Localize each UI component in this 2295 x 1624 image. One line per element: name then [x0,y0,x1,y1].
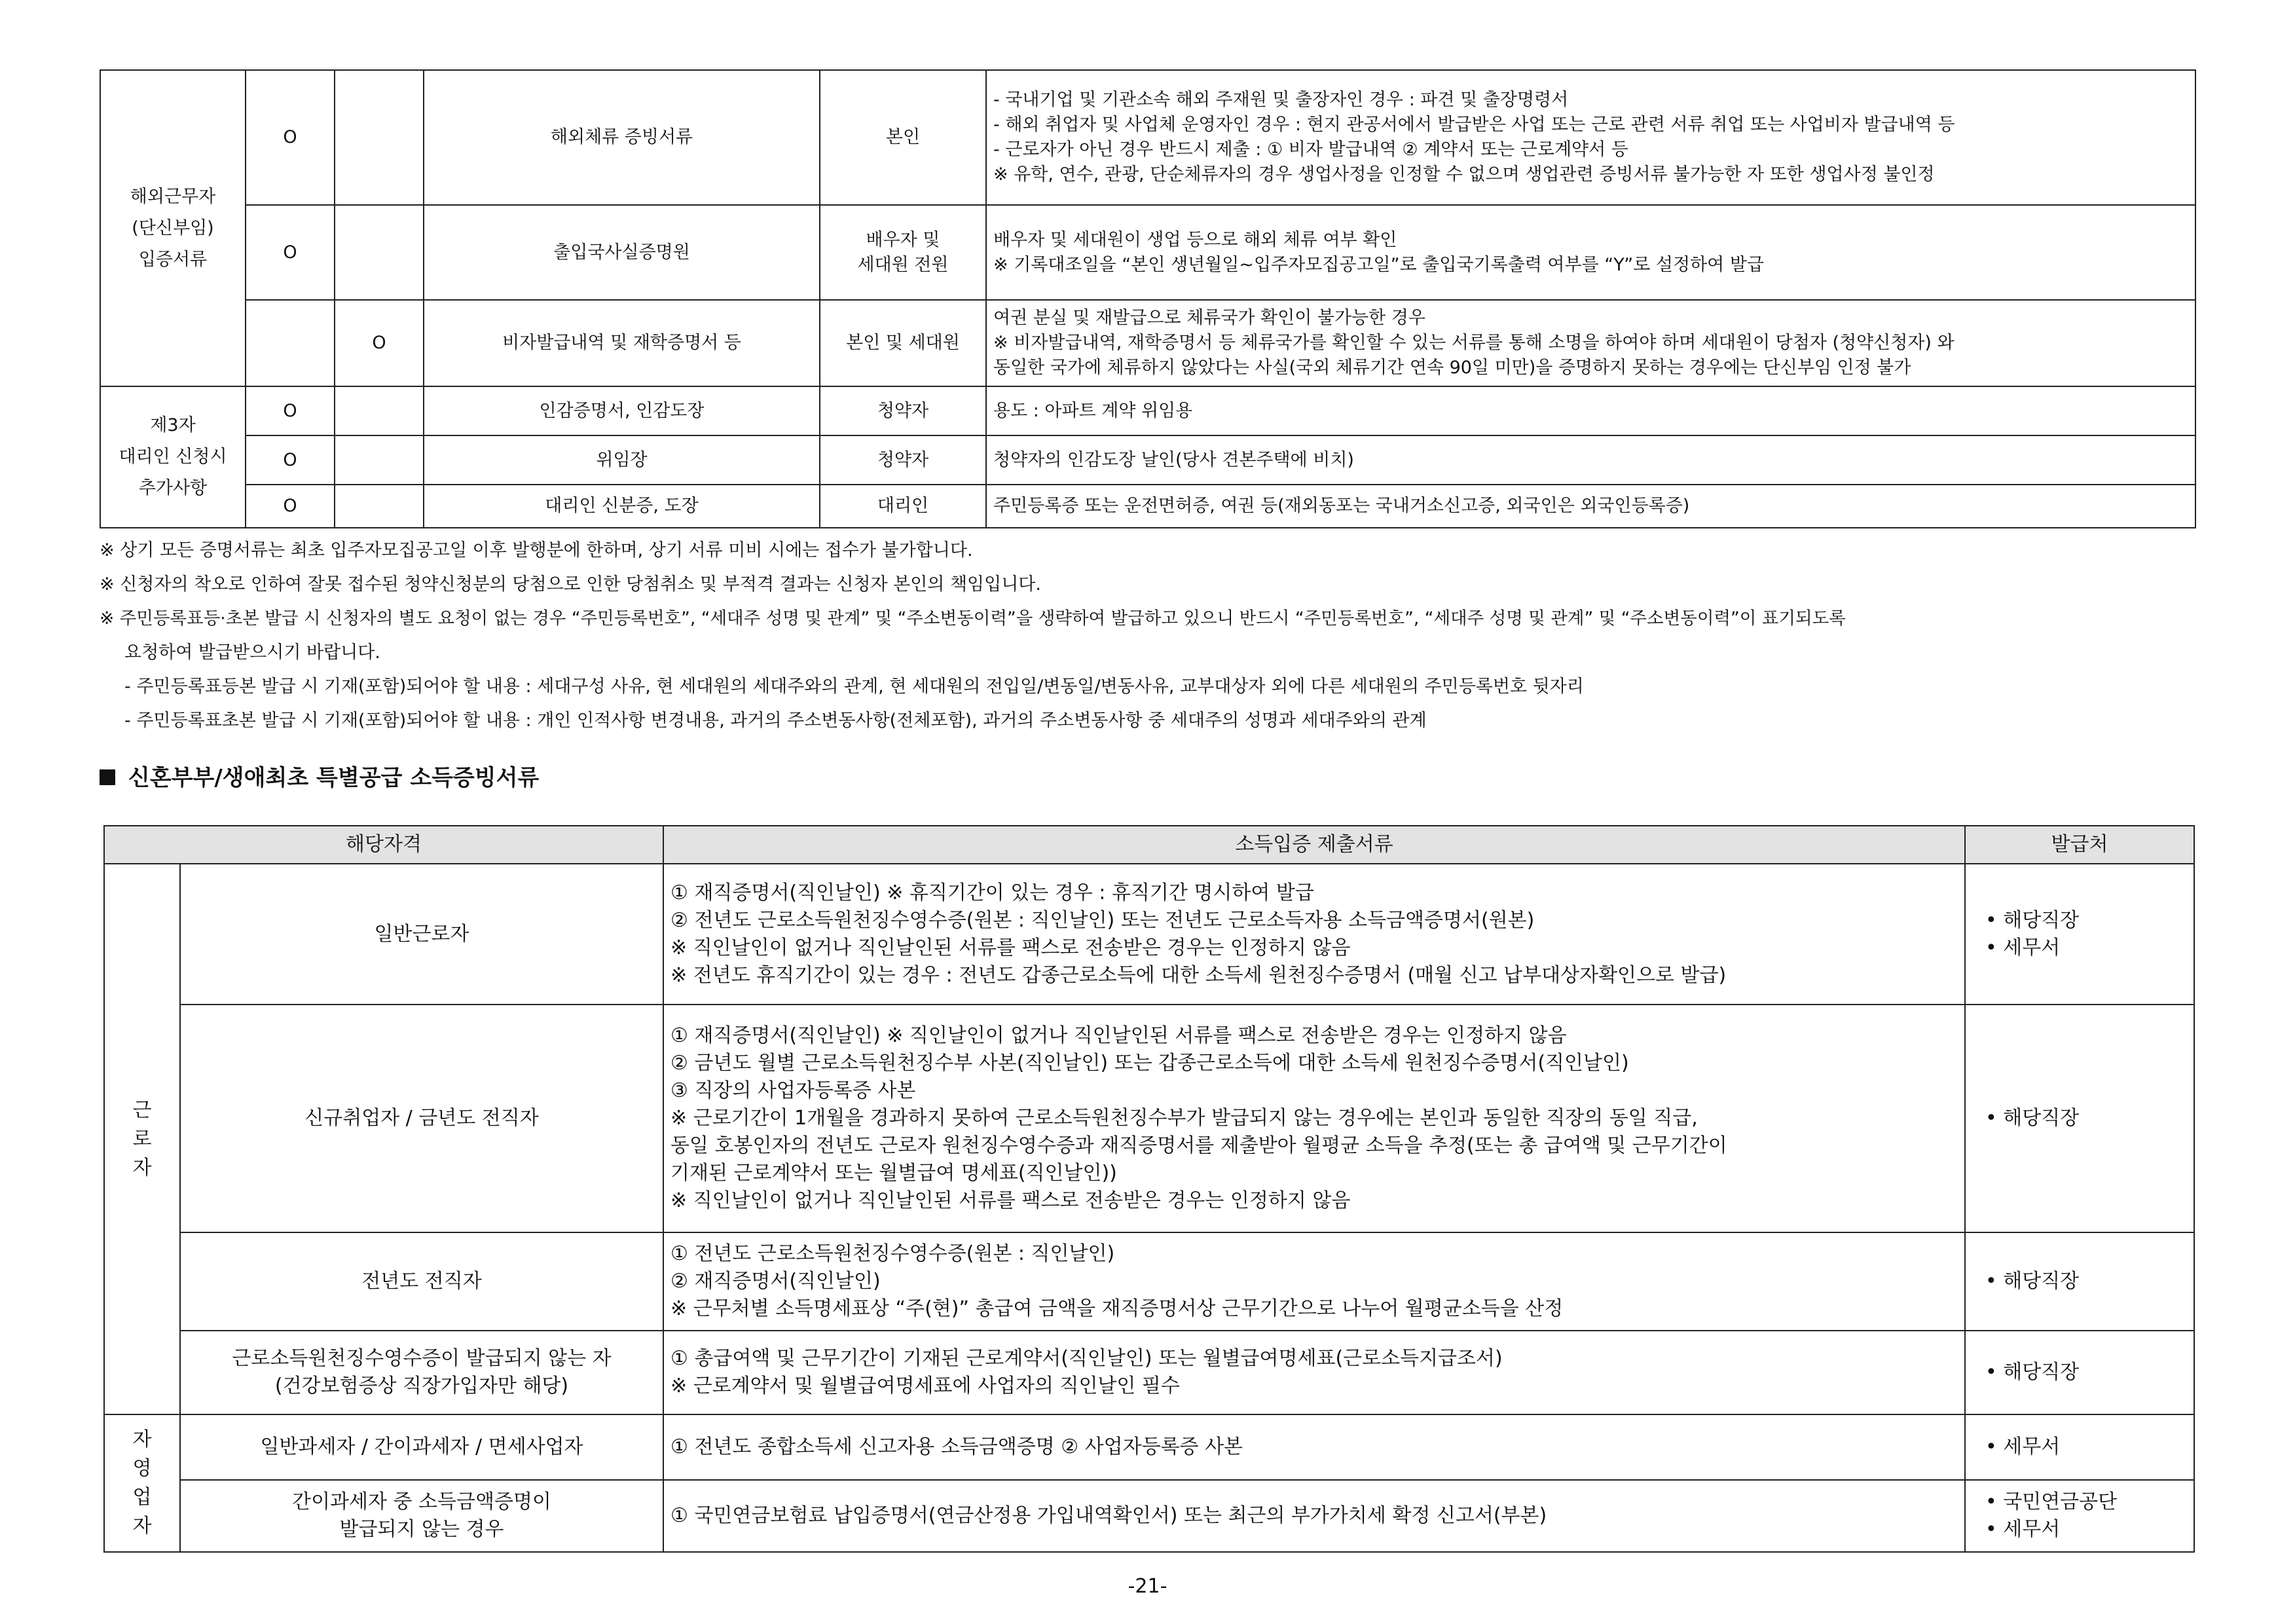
doc-cell: 인감증명서, 인감도장 [424,386,820,435]
proxy-group-label: 제3자 대리인 신청시 추가사항 [100,386,246,528]
notes-cell: 주민등록증 또는 운전면허증, 여권 등(재외동포는 국내거소신고증, 외국인은 외국인등록증) [986,485,2195,528]
documents-cell: ① 전년도 종합소득세 신고자용 소득금액증명 ② 사업자등록증 사본 [663,1414,1965,1480]
notes-cell: 여권 분실 및 재발급으로 체류국가 확인이 불가능한 경우 ※ 비자발급내역, 재학증명서 등 체류국가를 확인할 수 있는 서류를 통해 소명을 하여야 하며 세대원이 당첨자 (청약신청자) 와 동일한 국가에 체류하지 않았다는 사실(국외 체류기간 연속 90일 미만)을 증명하지 못하는 경우에는 단신부임 인정 불가 [986,300,2195,386]
table-row [100,205,2195,300]
doc-cell: 대리인 신분증, 도장 [424,485,820,528]
mark-cell: O [246,485,335,528]
documents-cell: ① 총급여액 및 근무기간이 기재된 근로계약서(직인날인) 또는 월별급여명세표(근로소득지급조서) ※ 근로계약서 및 월별급여명세표에 사업자의 직인날인 필수 [663,1331,1965,1414]
table-row [100,485,2195,528]
qualification-cell: 간이과세자 중 소득금액증명이 발급되지 않는 경우 [180,1480,663,1552]
target-cell: 청약자 [820,386,986,435]
income-proof-table [103,825,2195,1553]
mark-cell: O [246,435,335,485]
notes-cell: - 국내기업 및 기관소속 해외 주재원 및 출장자인 경우 : 파견 및 출장명령서 - 해외 취업자 및 사업체 운영자인 경우 : 현지 관공서에서 발급받은 사업 또는 근로 관련 서류 취업 또는 사업비자 발급내역 등 - 근로자가 아닌 경우 반드시 제출 : ① 비자 발급내역 ② 계약서 또는 근로계약서 등 ※ 유학, 연수, 관광, 단순체류자의 경우 생업사정을 인정할 수 없으며 생업관련 증빙서류 불가능한 자 또한 생업사정 불인정 [986,70,2195,205]
square-bullet-icon [100,769,115,785]
header-qualification: 해당자격 [104,826,663,864]
note-line: 요청하여 발급받으시기 바랍니다. [124,642,380,663]
issuer-cell: • 세무서 [1965,1414,2194,1480]
table-row [100,386,2195,435]
mark-cell [335,70,424,205]
qualification-cell: 전년도 전직자 [180,1232,663,1331]
mark-cell [335,435,424,485]
doc-cell: 위임장 [424,435,820,485]
issuer-cell: • 해당직장 [1965,1005,2194,1232]
header-issuer: 발급처 [1965,826,2194,864]
mark-cell [335,386,424,435]
table-row [100,435,2195,485]
table-row [104,1232,2194,1331]
table-row [100,70,2195,205]
issuer-cell: • 해당직장 • 세무서 [1965,864,2194,1005]
mark-cell: O [335,300,424,386]
mark-cell: O [246,386,335,435]
self-employed-group-label: 자 영 업 자 [104,1414,180,1552]
employee-group-label: 근 로 자 [104,864,180,1414]
note-line: ※ 신청자의 착오로 인하여 잘못 접수된 청약신청분의 당첨으로 인한 당첨취소 및 부적격 결과는 신청자 본인의 책임입니다. [100,574,1041,595]
documents-cell: ① 재직증명서(직인날인) ※ 직인날인이 없거나 직인날인된 서류를 팩스로 전송받은 경우는 인정하지 않음 ② 금년도 월별 근로소득원천징수부 사본(직인날인) 또는 갑종근로소득에 대한 소득세 원천징수증명서(직인날인) ③ 직장의 사업자등록증 사본 ※ 근로기간이 1개월을 경과하지 못하여 근로소득원천징수부가 발급되지 않는 경우에는 본인과 동일한 직장의 동일 직급, 동일 호봉인자의 전년도 근로자 원천징수영수증과 재직증명서를 제출받아 월평균 소득을 추정(또는 총 급여액 및 근무기간이 기재된 근로계약서 또는 월별급여 명세표(직인날인)) ※ 직인날인이 없거나 직인날인된 서류를 팩스로 전송받은 경우는 인정하지 않음 [663,1005,1965,1232]
notes-cell: 용도 : 아파트 계약 위임용 [986,386,2195,435]
note-line: - 주민등록표초본 발급 시 기재(포함)되어야 할 내용 : 개인 인적사항 변경내용, 과거의 주소변동사항(전체포함), 과거의 주소변동사항 중 세대주의 성명과 세대주와의 관계 [124,710,1427,731]
qualification-cell: 일반근로자 [180,864,663,1005]
table-row [104,1480,2194,1552]
table-header-row [104,826,2194,864]
target-cell: 대리인 [820,485,986,528]
table-row [104,864,2194,1005]
target-cell: 배우자 및 세대원 전원 [820,205,986,300]
table-row [100,300,2195,386]
table-row [104,1414,2194,1480]
target-cell: 청약자 [820,435,986,485]
documents-cell: ① 재직증명서(직인날인) ※ 휴직기간이 있는 경우 : 휴직기간 명시하여 발급 ② 전년도 근로소득원천징수영수증(원본 : 직인날인) 또는 전년도 근로소득자용 소득금액증명서(원본) ※ 직인날인이 없거나 직인날인된 서류를 팩스로 전송받은 경우는 인정하지 않음 ※ 전년도 휴직기간이 있는 경우 : 전년도 갑종근로소득에 대한 소득세 원천징수증명서 (매월 신고 납부대상자확인으로 발급) [663,864,1965,1005]
mark-cell [335,485,424,528]
overseas-group-label: 해외근무자 (단신부임) 입증서류 [100,70,246,386]
issuer-cell: • 해당직장 [1965,1331,2194,1414]
qualification-cell: 신규취업자 / 금년도 전직자 [180,1005,663,1232]
mark-cell [246,300,335,386]
note-line: ※ 주민등록표등·초본 발급 시 신청자의 별도 요청이 없는 경우 “주민등록번호”, “세대주 성명 및 관계” 및 “주소변동이력”을 생략하여 발급하고 있으니 반드시 “주민등록번호”, “세대주 성명 및 관계” 및 “주소변동이력”이 표기되도록 [100,608,1846,629]
documents-cell: ① 국민연금보험료 납입증명서(연금산정용 가입내역확인서) 또는 최근의 부가가치세 확정 신고서(부본) [663,1480,1965,1552]
header-documents: 소득입증 제출서류 [663,826,1965,864]
notes-cell: 청약자의 인감도장 날인(당사 견본주택에 비치) [986,435,2195,485]
mark-cell [335,205,424,300]
qualification-cell: 일반과세자 / 간이과세자 / 면세사업자 [180,1414,663,1480]
documents-cell: ① 전년도 근로소득원천징수영수증(원본 : 직인날인) ② 재직증명서(직인날인) ※ 근무처별 소득명세표상 “주(현)” 총급여 금액을 재직증명서상 근무기간으로 나누어 월평균소득을 산정 [663,1232,1965,1331]
notes-cell: 배우자 및 세대원이 생업 등으로 해외 체류 여부 확인 ※ 기록대조일을 “본인 생년월일~입주자모집공고일”로 출입국기록출력 여부를 “Y”로 설정하여 발급 [986,205,2195,300]
doc-cell: 해외체류 증빙서류 [424,70,820,205]
notes-block [100,534,2195,738]
doc-cell: 비자발급내역 및 재학증명서 등 [424,300,820,386]
issuer-cell: • 해당직장 [1965,1232,2194,1331]
table-row [104,1005,2194,1232]
mark-cell: O [246,205,335,300]
section-title: 신혼부부/생애최초 특별공급 소득증빙서류 [100,760,539,792]
target-cell: 본인 [820,70,986,205]
doc-cell: 출입국사실증명원 [424,205,820,300]
qualification-cell: 근로소득원천징수영수증이 발급되지 않는 자 (건강보험증상 직장가입자만 해당) [180,1331,663,1414]
page-number: -21- [1128,1575,1167,1598]
table-row [104,1331,2194,1414]
issuer-cell: • 국민연금공단 • 세무서 [1965,1480,2194,1552]
target-cell: 본인 및 세대원 [820,300,986,386]
mark-cell: O [246,70,335,205]
note-line: ※ 상기 모든 증명서류는 최초 입주자모집공고일 이후 발행분에 한하며, 상기 서류 미비 시에는 접수가 불가합니다. [100,540,973,561]
note-line: - 주민등록표등본 발급 시 기재(포함)되어야 할 내용 : 세대구성 사유, 현 세대원의 세대주와의 관계, 현 세대원의 전입일/변동일/변동사유, 교부대상자 외에 다른 세대원의 주민등록번호 뒷자리 [124,676,1584,697]
overseas-proxy-table [100,69,2196,528]
